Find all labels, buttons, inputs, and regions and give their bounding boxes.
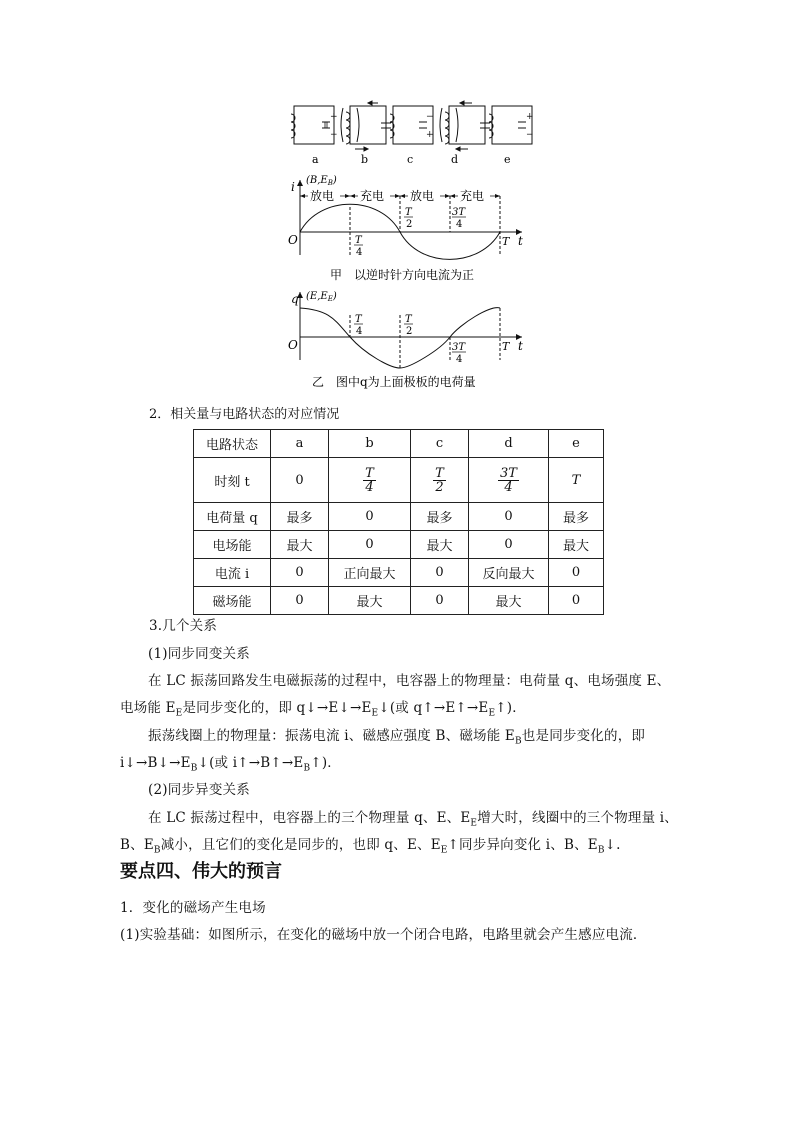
y-axis-label: i — [291, 180, 295, 194]
tick-3t4-num: 3T — [452, 207, 466, 218]
phase-label: 放电 — [310, 189, 335, 203]
table-row — [194, 430, 604, 458]
paragraph-line: 振荡线圈上的物理量：振荡电流 i、磁感应强度 B、磁场能 $E_B$也是同步变化的，即 — [148, 728, 646, 747]
table-cell: 最多 — [549, 503, 604, 531]
subsection-title: 1．变化的磁场产生电场 — [120, 900, 266, 916]
table-cell: 反向最大 — [469, 559, 549, 587]
paragraph-line: 在 LC 振荡过程中，电容器上的三个物理量 q、E、$E_E$增大时，线圈中的三个物理量 i、 — [148, 810, 679, 829]
y-axis-unit: $(E,E_E)$ — [306, 291, 337, 303]
table-cell: 最大 — [271, 531, 329, 559]
paragraph-line: 在 LC 振荡回路发生电磁振荡的过程中，电容器上的物理量：电荷量 q、电场强度 E、 — [148, 673, 671, 689]
section-title: 2．相关量与电路状态的对应情况 — [149, 407, 340, 422]
table-header-cell: c — [411, 430, 469, 458]
phase-label: 放电 — [410, 189, 435, 203]
tick-t2-den: 2 — [406, 219, 413, 230]
circuit-c — [390, 106, 434, 144]
paragraph-line: $i↓\to B↓\to E_B↓$(或 $i↑\to B↑\to E_B↑$)． — [120, 755, 342, 774]
table-cell: T — [549, 458, 604, 503]
table-cell: 磁场能 — [194, 587, 271, 615]
label-d: d — [451, 153, 459, 166]
table-row — [194, 559, 604, 587]
paragraph-line: (1)实验基础：如图所示，在变化的磁场中放一个闭合电路，电路里就会产生感应电流． — [120, 927, 647, 943]
table-cell: 最大 — [549, 531, 604, 559]
svg-text:+: + — [330, 112, 338, 122]
section-heading: 要点四、伟大的预言 — [120, 861, 282, 882]
table-cell: 最多 — [411, 503, 469, 531]
table-cell: 最大 — [411, 531, 469, 559]
label-c: c — [407, 153, 414, 166]
circuit-a — [291, 106, 338, 144]
table-row — [194, 458, 604, 503]
table-cell — [411, 458, 469, 503]
phase-label: 充电 — [460, 189, 485, 203]
phase-label: 充电 — [360, 189, 385, 203]
origin-label: O — [288, 338, 298, 352]
tick-t4-num: T — [355, 235, 362, 246]
svg-text:+: + — [526, 112, 534, 122]
tick-t2-den: 2 — [406, 326, 413, 337]
fraction: $\frac{T}{4}$ — [365, 465, 374, 495]
tick-3t4-num: 3T — [452, 342, 466, 353]
table-cell: 正向最大 — [329, 559, 411, 587]
svg-text:+: + — [426, 130, 434, 140]
table-cell: 最大 — [469, 587, 549, 615]
table-cell: 电流 i — [194, 559, 271, 587]
graph-current — [288, 175, 523, 282]
table-cell — [329, 458, 411, 503]
origin-label: O — [288, 233, 298, 247]
paragraph-line: B、$E_B$减小，且它们的变化是同步的，也即 q、E、$E_E↑$同步异向变化 i、B、$E_B↓$. — [120, 837, 621, 856]
tick-t2-num: T — [405, 207, 412, 218]
table-cell: 0 — [469, 531, 549, 559]
table-row — [194, 531, 604, 559]
tick-t4-den: 4 — [356, 247, 363, 258]
table-cell: 0 — [469, 503, 549, 531]
table-cell: 0 — [271, 559, 329, 587]
table-cell — [469, 458, 549, 503]
label-e: e — [504, 153, 511, 166]
subsection-title: 3.几个关系 — [149, 618, 218, 634]
subsection-title: (1)同步同变关系 — [148, 646, 250, 662]
circuit-e — [489, 106, 534, 144]
tick-t2-num: T — [405, 314, 412, 325]
paragraph-line: 电场能 $E_E$是同步变化的，即 $q↓\to E↓\to E_E↓$(或 $q↑\to E↑\to E_E↑$)． — [120, 700, 526, 719]
state-table — [193, 429, 604, 615]
tick-3t4-den: 4 — [456, 354, 463, 365]
svg-text:−: − — [330, 130, 338, 140]
table-row — [194, 503, 604, 531]
table-cell: 0 — [549, 587, 604, 615]
fraction: $\frac{T}{2}$ — [435, 465, 444, 495]
table-cell: 0 — [411, 559, 469, 587]
svg-text:−: − — [526, 130, 534, 140]
t-axis-label: t — [518, 339, 523, 353]
lc-oscillation-figure — [0, 0, 794, 400]
tick-t4-num: T — [355, 314, 362, 325]
table-cell: 0 — [329, 503, 411, 531]
table-cell: 0 — [549, 559, 604, 587]
table-header-cell: d — [469, 430, 549, 458]
tick-3t4-den: 4 — [456, 219, 463, 230]
table-cell: 最大 — [329, 587, 411, 615]
subsection-title: (2)同步异变关系 — [148, 782, 250, 798]
table-cell: 最多 — [271, 503, 329, 531]
label-a: a — [312, 153, 319, 166]
graph-charge — [288, 291, 523, 389]
table-cell: 0 — [411, 587, 469, 615]
svg-text:−: − — [426, 112, 434, 122]
table-header-cell: e — [549, 430, 604, 458]
t-end-label: T — [502, 235, 510, 248]
fraction: $\frac{3T}{4}$ — [500, 465, 517, 495]
table-header-cell: 电路状态 — [194, 430, 271, 458]
table-cell: 0 — [271, 587, 329, 615]
table-header-cell: a — [271, 430, 329, 458]
y-axis-unit: $(B,E_B)$ — [306, 175, 337, 187]
t-axis-label: t — [518, 234, 523, 248]
circuit-b — [341, 101, 391, 151]
table-cell: 0 — [329, 531, 411, 559]
label-b: b — [361, 153, 369, 166]
tick-t4-den: 4 — [356, 326, 363, 337]
circuit-d — [440, 101, 490, 151]
graph1-caption: 甲 以逆时针方向电流为正 — [330, 268, 475, 282]
y-axis-label: q — [291, 292, 299, 306]
t-end-label: T — [502, 340, 510, 353]
table-cell: 时刻 t — [194, 458, 271, 503]
graph2-caption: 乙 图中q为上面极板的电荷量 — [312, 375, 476, 389]
table-cell: 0 — [271, 458, 329, 503]
table-row — [194, 587, 604, 615]
table-header-cell: b — [329, 430, 411, 458]
table-cell: 电荷量 q — [194, 503, 271, 531]
table-cell: 电场能 — [194, 531, 271, 559]
